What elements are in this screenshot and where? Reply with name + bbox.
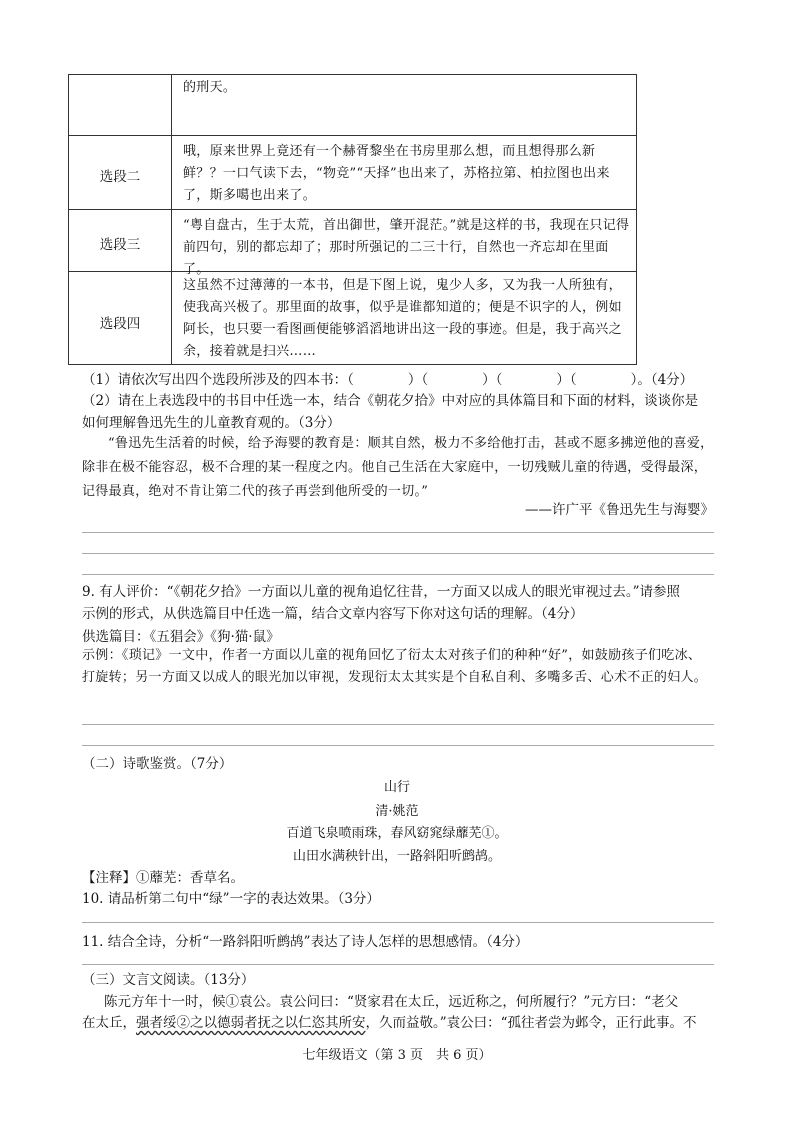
q9-options: 供选篇目：《五猖会》《狗·猫·鼠》 [82, 629, 280, 645]
row4-label: 选段四 [99, 316, 141, 332]
table-row-divider [69, 209, 636, 210]
row3-text: “粤自盘古，生于太荒，首出御世，肇开混茫。”就是这样的书，我现在只记得前四句，别的都忘却了；那时所强记的二三十行，自然也一齐忘却在里面了。 [183, 218, 630, 277]
poem-title: 山行 [383, 780, 410, 795]
q11: 11. 结合全诗，分析“一路斜阳听鹧鸪”表达了诗人怎样的思想感情。（4分） [82, 934, 529, 950]
q9-line2: 示例的形式，从供选篇目中任选一篇，结合文章内容写下你对这句话的理解。（4分） [82, 606, 584, 622]
answer-line[interactable] [82, 574, 714, 575]
q8-sub2-line1: （2）请在上表选段中的书目中任选一本，结合《朝花夕拾》中对应的具体篇目和下面的材料，谈谈你是 [82, 393, 699, 409]
answer-line[interactable] [82, 922, 714, 923]
reading-table [68, 74, 637, 365]
classical-line1: 陈元方年十一时，候①袁公。袁公问曰：“贤家君在太丘，远近称之，何所履行？”元方曰：“老父 [104, 994, 679, 1010]
poem-author: 清·姚范 [375, 804, 419, 819]
q9-example: 示例：《琐记》一文中，作者一方面以儿童的视角回忆了衍太太对孩子们的种种“好”，如鼓励孩子们吃冰、打旋转；另一方面又以成人的眼光加以审视，发现衍太太其实是个自私自利、多嘴多舌、心术不正的妇人。 [82, 648, 708, 685]
answer-line[interactable] [82, 553, 714, 554]
table-row-divider [69, 135, 636, 136]
q8-sub1: （1）请依次写出四个选段所涉及的四本书：（ ）（ ）（ ）（ ）。（4分） [82, 372, 694, 388]
page-footer: 七年级语文（第 3 页 共 6 页） [302, 1048, 492, 1063]
poem-line2: 山田水满秧针出，一路斜阳听鹧鸪。 [292, 849, 501, 864]
classical-line2-a: 在太丘， [82, 1015, 136, 1031]
answer-line[interactable] [82, 964, 714, 965]
row2-label: 选段二 [99, 169, 141, 185]
classical-underlined-phrase: 强者绥②之以德弱者抚之以仁恣其所安 [136, 1015, 366, 1031]
q8-quote-source: ——许广平《鲁迅先生与海婴》 [525, 502, 714, 518]
row3-label: 选段三 [99, 237, 141, 253]
answer-line[interactable] [82, 745, 714, 746]
answer-line[interactable] [82, 724, 714, 725]
q9-line1: 9. 有人评价：“《朝花夕拾》一方面以儿童的视角追忆往昔，一方面又以成人的眼光审视过去。”请参照 [82, 584, 680, 600]
q8-sub2-line2: 如何理解鲁迅先生的儿童教育观的。（3分） [82, 415, 341, 431]
row1-text: 的刑天。 [183, 80, 237, 95]
q10: 10. 请品析第二句中“绿”一字的表达效果。（3分） [82, 891, 380, 907]
table-column-divider [171, 75, 172, 364]
poem-note: 【注释】①蘼芜：香草名。 [82, 870, 244, 886]
classical-line2-c: ，久而益敬。”袁公曰：“孤往者尝为邺令，正行此事。不 [365, 1015, 697, 1031]
answer-line[interactable] [82, 532, 714, 533]
poem-line1: 百道飞泉喷雨珠，春风窈窕绿蘼芜①。 [286, 826, 508, 841]
classical-line2 [82, 1011, 697, 1031]
row2-text: 哦，原来世界上竟还有一个赫胥黎坐在书房里那么想，而且想得那么新鲜？？一口气读下去，“物竞”“天择”也出来了，苏格拉第、柏拉图也出来了，斯多噶也出来了。 [183, 144, 610, 203]
classical-heading: （三）文言文阅读。（13分） [82, 972, 255, 988]
poem-heading: （二）诗歌鉴赏。（7分） [82, 756, 233, 772]
row4-text: 这虽然不过薄薄的一本书，但是下图上说，鬼少人多，又为我一人所独有，使我高兴极了。那里面的故事，似乎是谁都知道的；便是不识字的人，例如阿长，也只要一看图画便能够滔滔地讲出这一段的事迹。但是，我于高兴之余，接着就是扫兴…… [183, 278, 622, 359]
q8-quote: “鲁迅先生活着的时候，给予海婴的教育是：顺其自然，极力不多给他打击，甚或不愿多拂逆他的喜爱，除非在极不能容忍，极不合理的某一程度之内。他自己生活在大家庭中，一切残贼儿童的待遇，受得最深，记得最真，绝对不肯让第二代的孩子再尝到他所受的一切。” [82, 436, 714, 499]
